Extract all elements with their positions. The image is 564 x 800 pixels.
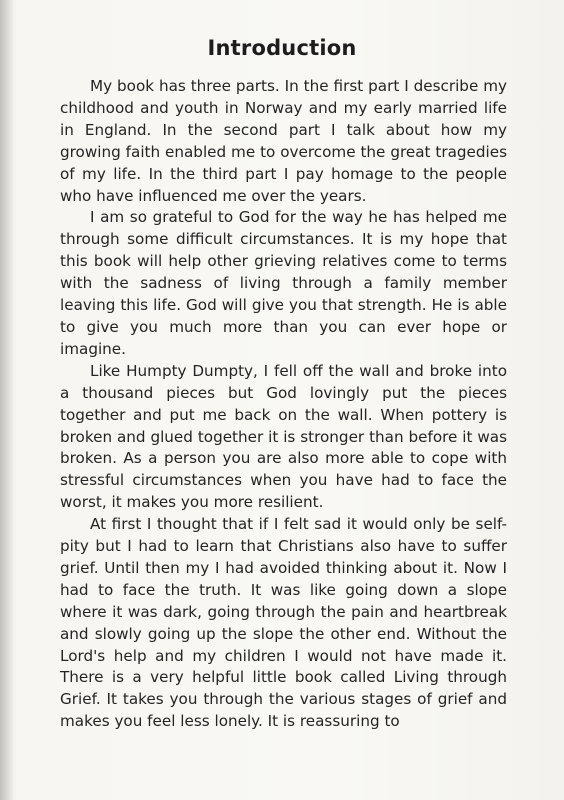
paragraph: My book has three parts. In the first part I describe my childhood and youth in Norway and my early married life in England. In the second part I talk about how my growing faith enabled me to overcome the great tragedies of my life. In the third part I pay homage to the people who have influenced me over the years. (60, 77, 507, 205)
page-title: Introduction (207, 36, 357, 60)
page-gutter-shadow (0, 0, 14, 800)
paragraph: I am so grateful to God for the way he has helped me through some difficult circumstances. It is my hope that this book will help other grieving relatives come to terms with the sadness of living through a family member leaving this life. God will give you that strength. He is able to give you much more than you can ever hope or imagine. (60, 208, 507, 358)
paragraph: Like Humpty Dumpty, I fell off the wall and broke into a thousand pieces but God lovingly put the pieces together and put me back on the wall. When pottery is broken and glued together it is stronger than before it was broken. As a person you are also more able to cope with stressful circumstances when you have had to face the worst, it makes you more resilient. (60, 361, 507, 512)
paragraph: At first I thought that if I felt sad it would only be self-pity but I had to learn that Christians also have to suffer grief. Until then my I had avoided thinking about it. Now I had to face the truth. It was like going down a slope where it was dark, going through the pain and heartbreak and slowly going up the slope the other end. Without the Lord's help and my children I would not have made it. There is a very helpful little book called Living through Grief. It takes you through the various stages of grief and makes you feel less lonely. It is reassuring to (60, 515, 507, 731)
body-text (60, 76, 507, 733)
